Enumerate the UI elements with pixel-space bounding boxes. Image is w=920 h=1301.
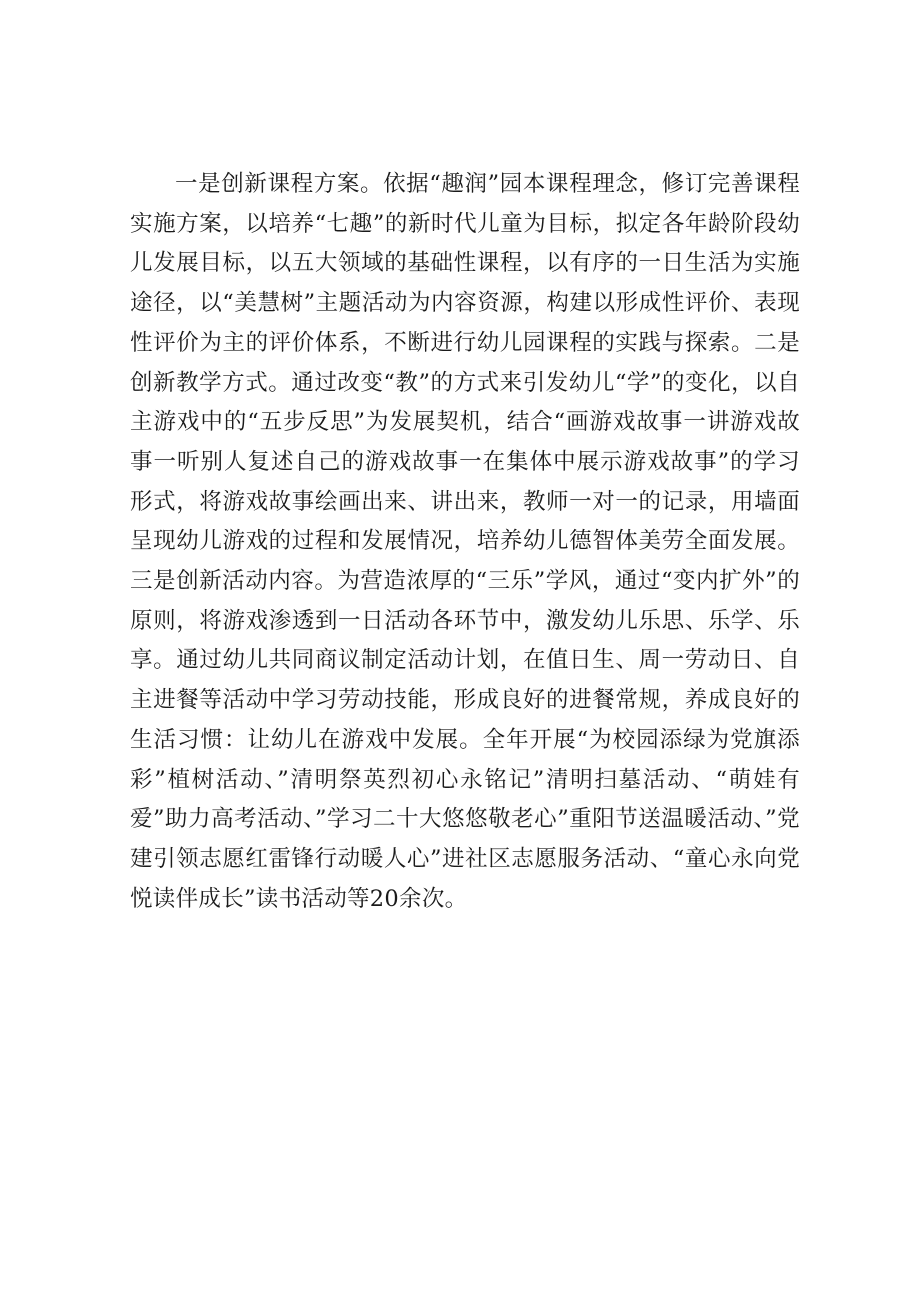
body-text	[130, 165, 800, 919]
paragraph: 一是创新课程方案。依据“趣润”园本课程理念，修订完善课程实施方案，以培养“七趣”的新时代儿童为目标，拟定各年龄阶段幼儿发展目标，以五大领域的基础性课程，以有序的一日生活为实施途径，以“美慧树”主题活动为内容资源，构建以形成性评价、表现性评价为主的评价体系，不断进行幼儿园课程的实践与探索。二是创新教学方式。通过改变“教”的方式来引发幼儿“学”的变化，以自主游戏中的“五步反思”为发展契机，结合“画游戏故事一讲游戏故事一听别人复述自己的游戏故事一在集体中展示游戏故事”的学习形式，将游戏故事绘画出来、讲出来，教师一对一的记录，用墙面呈现幼儿游戏的过程和发展情况，培养幼儿德智体美劳全面发展。三是创新活动内容。为营造浓厚的“三乐”学风，通过“变内扩外”的原则，将游戏渗透到一日活动各环节中，激发幼儿乐思、乐学、乐享。通过幼儿共同商议制定活动计划，在值日生、周一劳动日、自主进餐等活动中学习劳动技能，形成良好的进餐常规，养成良好的生活习惯：让幼儿在游戏中发展。全年开展“为校园添绿为党旗添彩”植树活动、”清明祭英烈初心永铭记”清明扫墓活动、“萌娃有爱”助力高考活动、”学习二十大悠悠敬老心”重阳节送温暖活动、”党建引领志愿红雷锋行动暖人心”进社区志愿服务活动、“童心永向党悦读伴成长”读书活动等20余次。	[130, 171, 800, 912]
